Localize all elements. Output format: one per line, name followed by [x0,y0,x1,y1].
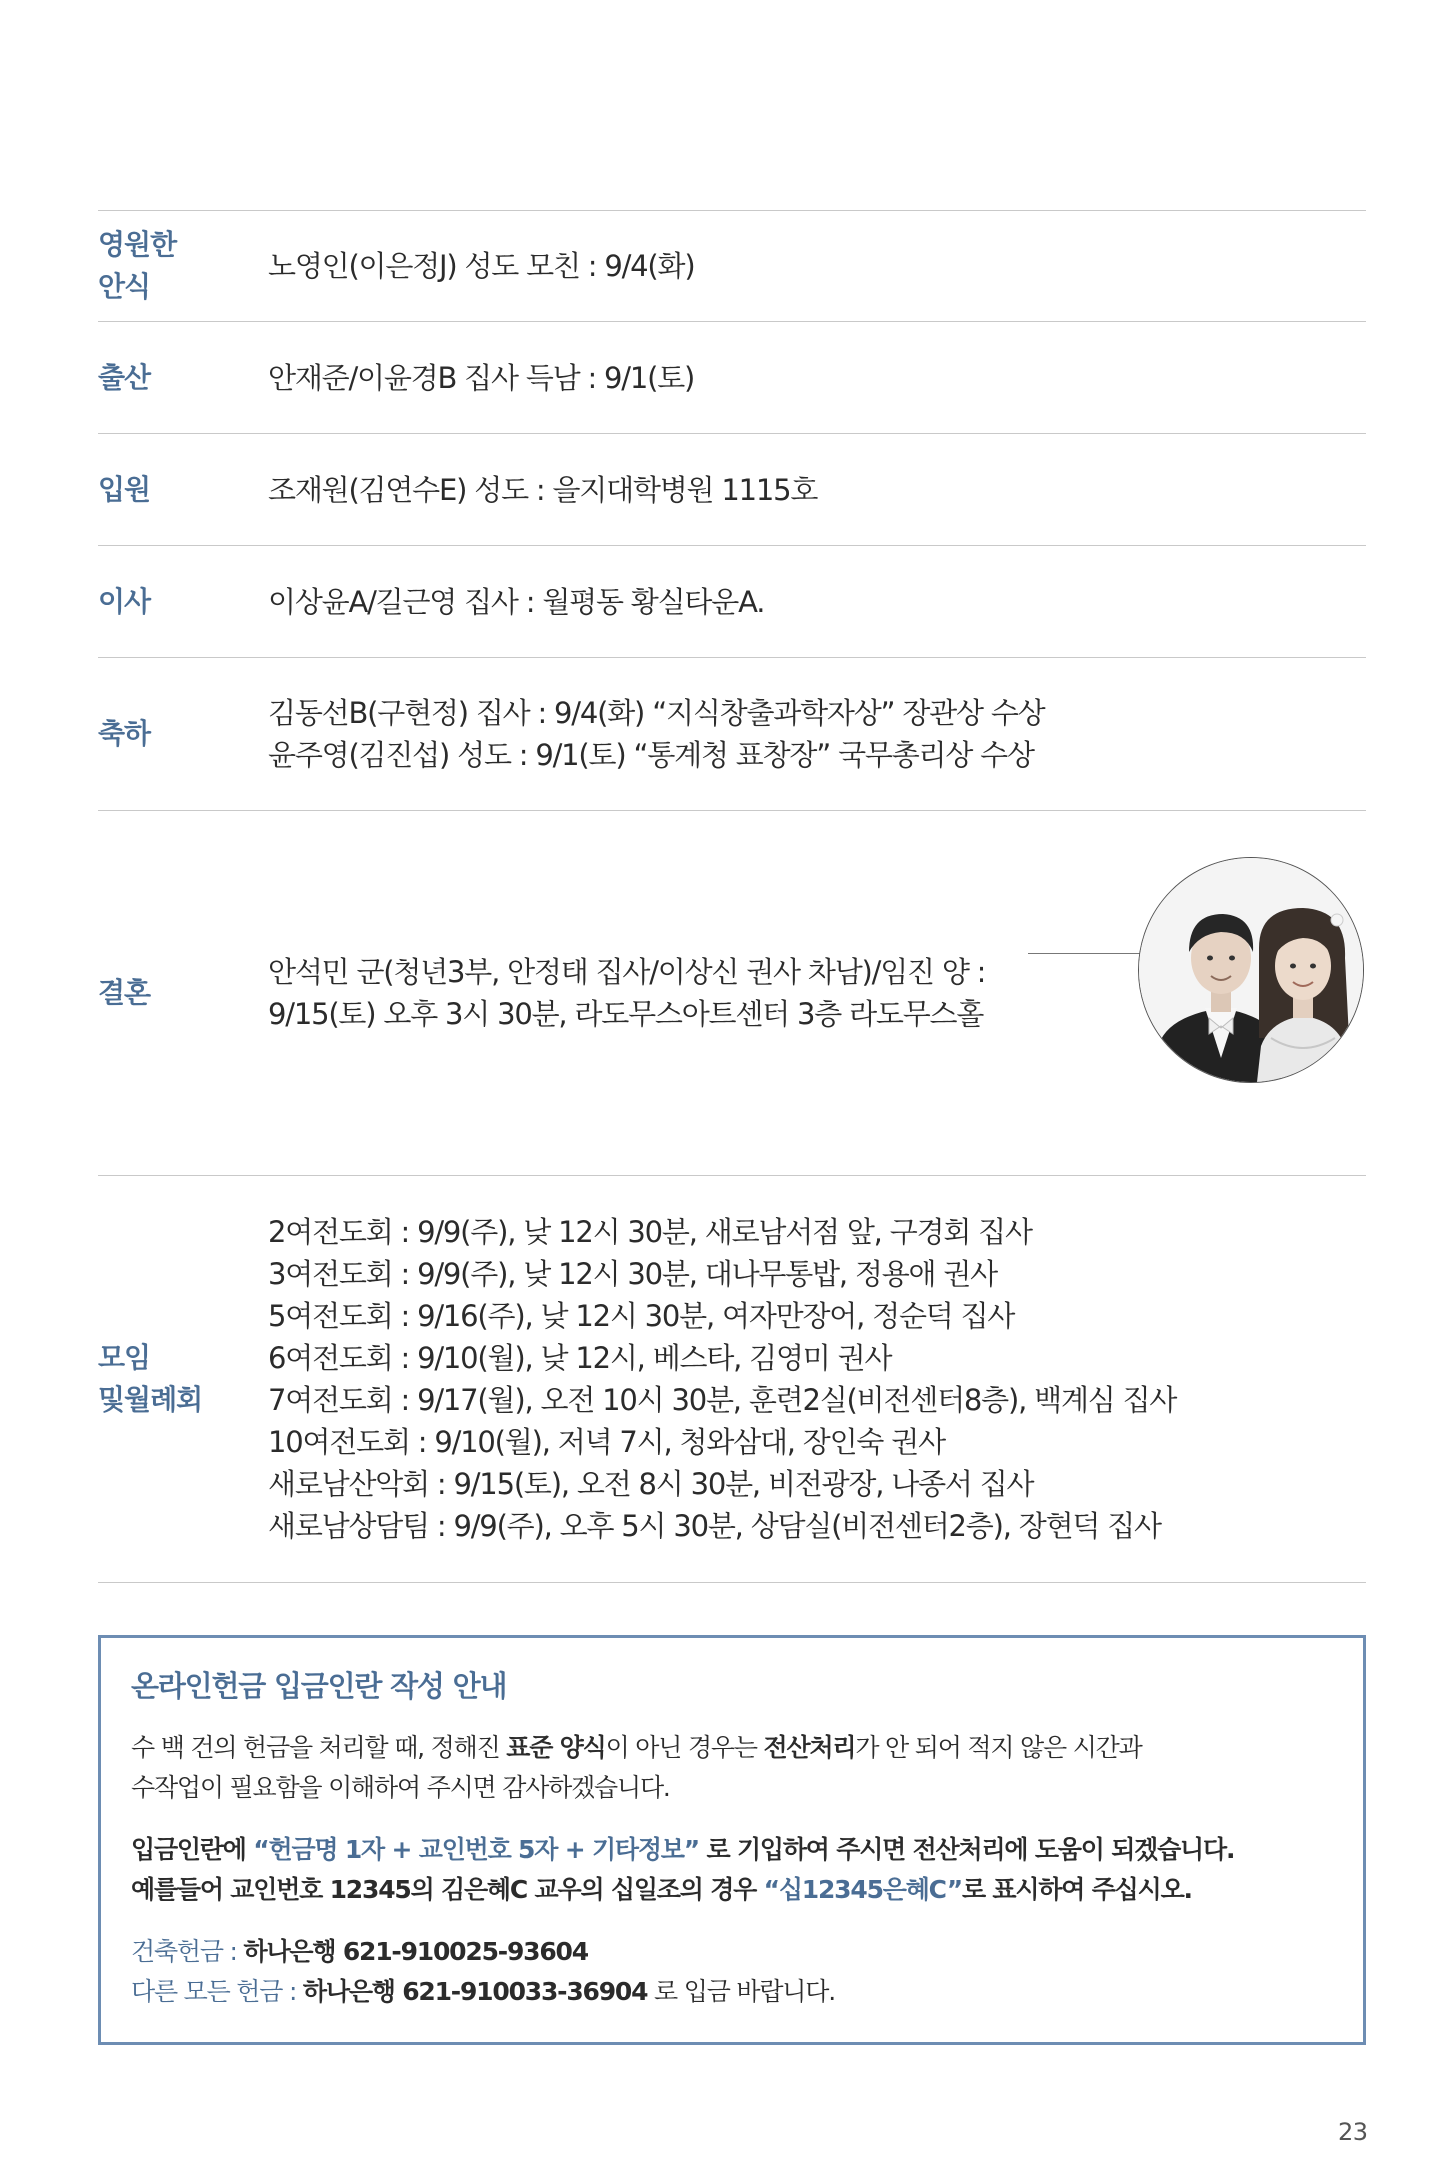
notice-intro-line: 수 백 건의 헌금을 처리할 때, 정해진 표준 양식이 아닌 경우는 전산처리가 안 되어 적지 않은 시간과 [131,1733,1142,1762]
meeting-line: 3여전도회 : 9/9(주), 낮 12시 30분, 대나무통밥, 정용애 권사 [268,1257,997,1291]
row-label-memorial: 영원한 안식 [98,228,177,303]
meeting-line: 5여전도회 : 9/16(주), 낮 12시 30분, 여자만장어, 정순덕 집사 [268,1299,1015,1333]
congrats-line: 김동선B(구현정) 집사 : 9/4(화) “지식창출과학자상” 장관상 수상 [268,696,1045,730]
notice-intro-line: 수작업이 필요함을 이해하여 주시면 감사하겠습니다. [131,1773,670,1802]
row-body-move: 이상윤A/길근영 집사 : 월평동 황실타운A. [268,584,765,619]
row-label-wedding: 결혼 [98,976,151,1009]
meeting-line: 새로남산악회 : 9/15(토), 오전 8시 30분, 비전광장, 나종서 집사 [268,1467,1034,1501]
row-body-congrats [268,692,1366,776]
wedding-couple-photo [1138,857,1364,1083]
couple-portrait-illustration [1139,858,1363,1082]
page-number: 23 [1338,2118,1368,2146]
notice-guide-line: 예를들어 교인번호 12345의 김은혜C 교우의 십일조의 경우 “십12345은혜C”로 표시하여 주십시오. [131,1875,1192,1904]
church-news-table [98,210,1366,1583]
row-label-congrats: 축하 [98,717,151,750]
building-offering-account: 건축헌금 : 하나은행 621-910025-93604 [131,1937,588,1966]
row-move [98,546,1366,658]
row-label-birth: 출산 [98,360,151,394]
row-memorial [98,211,1366,322]
online-offering-notice-box [98,1635,1366,2045]
other-offering-account: 다른 모든 헌금 : 하나은행 621-910033-36904 로 입금 바랍니다. [131,1977,835,2006]
row-body-meetings [268,1211,1366,1547]
meeting-line: 6여전도회 : 9/10(월), 낮 12시, 베스타, 김영미 권사 [268,1341,892,1375]
notice-title: 온라인헌금 입금인란 작성 안내 [131,1669,507,1703]
congrats-line: 윤주영(김진섭) 성도 : 9/1(토) “통계청 표창장” 국무총리상 수상 [268,738,1034,772]
row-label-meetings: 모임 및월례회 [98,1341,203,1416]
row-label-move: 이사 [98,584,151,618]
meeting-line: 새로남상담팀 : 9/9(주), 오후 5시 30분, 상담실(비전센터2층), 장현덕 집사 [268,1509,1161,1543]
row-congrats [98,658,1366,811]
notice-guide-line: 입금인란에 “헌금명 1자 + 교인번호 5자 + 기타정보” 로 기입하여 주시면 전산처리에 도움이 되겠습니다. [131,1835,1235,1864]
row-wedding [98,811,1366,1176]
meeting-line: 10여전도회 : 9/10(월), 저녁 7시, 청와삼대, 장인숙 권사 [268,1425,945,1459]
row-body-memorial: 노영인(이은정J) 성도 모친 : 9/4(화) [268,249,695,283]
row-hospital [98,434,1366,546]
row-meetings [98,1176,1366,1583]
wedding-line-text: 안석민 군(청년3부, 안정태 집사/이상신 권사 차남)/임진 양 : [268,955,986,989]
row-body-birth: 안재준/이윤경B 집사 득남 : 9/1(토) [268,360,695,395]
wedding-line-text: 9/15(토) 오후 3시 30분, 라도무스아트센터 3층 라도무스홀 [268,997,984,1031]
row-body-hospital: 조재원(김연수E) 성도 : 을지대학병원 1115호 [268,472,818,507]
row-birth [98,322,1366,434]
wedding-connector-line [1028,953,1140,954]
meeting-line: 2여전도회 : 9/9(주), 낮 12시 30분, 새로남서점 앞, 구경회 집사 [268,1215,1032,1249]
meeting-line: 7여전도회 : 9/17(월), 오전 10시 30분, 훈련2실(비전센터8층), 백계심 집사 [268,1383,1177,1417]
row-label-hospital: 입원 [98,472,151,506]
